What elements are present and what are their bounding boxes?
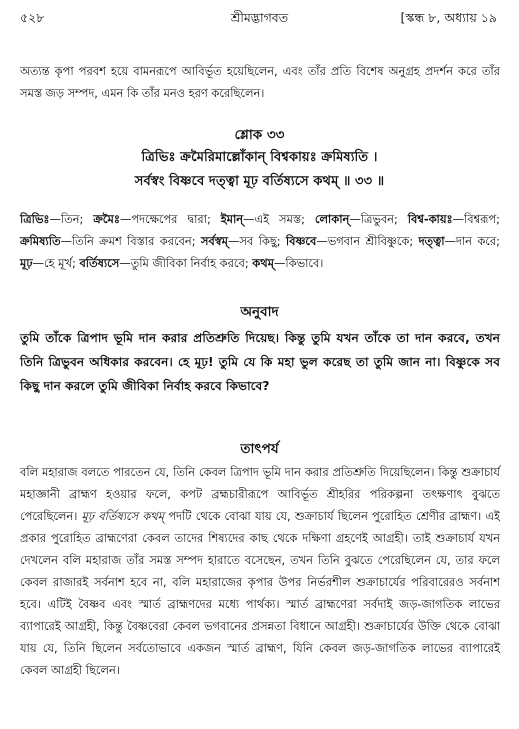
synonym-meaning: —দান করে bbox=[444, 234, 497, 248]
synonym-meaning: —বিশ্বরূপ bbox=[452, 212, 497, 226]
synonym-meaning: —তুমি জীবিকা নির্বাহ করবে bbox=[119, 256, 245, 270]
synonym-entry bbox=[419, 234, 497, 248]
synonym-meaning: —কিভাবে bbox=[273, 256, 320, 270]
synonym-entry bbox=[20, 256, 72, 270]
synonym-meaning: —হে মূর্খ bbox=[32, 256, 72, 270]
synonym-term: ত্রিভিঃ bbox=[20, 212, 50, 226]
sloka-title: শ্লোক ৩৩ bbox=[234, 127, 285, 143]
synonym-term: সর্বস্বম্ bbox=[200, 234, 228, 248]
synonym-entry bbox=[315, 212, 394, 226]
page-number: ৫২৮ bbox=[20, 10, 45, 25]
synonym-meaning: —সব কিছু bbox=[228, 234, 277, 248]
synonym-entry bbox=[286, 234, 409, 248]
synonym-term: দত্ত্বা bbox=[418, 234, 445, 248]
synonym-term: ইমান্ bbox=[220, 212, 244, 226]
synonym-entry bbox=[408, 212, 496, 226]
synonym-entry bbox=[79, 256, 244, 270]
purport-text bbox=[20, 461, 500, 681]
chapter-reference: [স্কন্ধ ৮, অধ্যায় ১৯ bbox=[400, 10, 497, 25]
synonym-term: ক্রমিষ্যতি bbox=[20, 234, 61, 248]
synonyms-paragraph: ত্রিভিঃ—তিন; ক্রমৈঃ—পদক্ষেপের দ্বারা; ইমান্—এই সমস্ত; লোকান্—ত্রিভুবন; বিশ্ব-কায়ঃ—বিশ্বরূপ; ক্রমিষ্যতি—তিনি ক্রমশ বিস্তার করবেন; সর্বস্বম্—সব কিছু; বিষ্ণবে—ভগবান শ্রীবিষ্ণুকে; দত্ত্বা—দান করে; মূঢ়—হে মূর্খ; বর্তিষ্যসে—তুমি জীবিকা নির্বাহ করবে; কথম্—কিভাবে। bbox=[20, 212, 500, 270]
synonym-entry bbox=[221, 212, 301, 226]
translation-title: অনুবাদ bbox=[240, 304, 279, 320]
synonym-term: মূঢ় bbox=[20, 256, 33, 270]
synonym-meaning: —ত্রিভুবন bbox=[349, 212, 394, 226]
synonym-term: বিশ্ব-কায়ঃ bbox=[407, 212, 453, 226]
synonym-meaning: —এই সমস্ত bbox=[243, 212, 302, 226]
sloka-verse bbox=[0, 146, 519, 194]
synonym-term: লোকান্ bbox=[314, 212, 350, 226]
synonym-meaning: —তিন bbox=[49, 212, 80, 226]
synonym-term: কথম্ bbox=[252, 256, 274, 270]
book-title: শ্রীমদ্ভাগবত bbox=[230, 10, 289, 25]
synonym-term: বিষ্ণবে bbox=[285, 234, 317, 248]
purport-quote: মূঢ় বর্তিষ্যসে কথম্ bbox=[81, 509, 165, 523]
synonym-term: ক্রমৈঃ bbox=[93, 212, 120, 226]
purport-text-a: বলি মহারাজ বলতে পারতেন যে, তিনি কেবল ত্রিপাদ ভূমি দান করার প্রতিশ্রুতি দিয়েছিলেন। কিন্তু শুক্রাচার্য মহাজ্ঞানী ব্রাহ্মণ হওয়ার ফলে, কপট ব্রহ্মচারীরূপে আবির্ভূত শ্রীহরির পরিকল্পনা তৎক্ষণাৎ বুঝতে পেরেছিলেন। bbox=[20, 465, 500, 523]
synonym-entry bbox=[93, 212, 207, 226]
purport-text-b: পদটি থেকে বোঝা যায় যে, শুক্রাচার্য ছিলেন পুরোহিত শ্রেণীর ব্রাহ্মণ। এই প্রকার পুরোহিত ব্রাহ্মণেরা কেবল তাদের শিষ্যদের কাছ থেকে দক্ষিণা গ্রহণেই আগ্রহী। তাই শুক্রাচার্য যখন দেখলেন বলি মহারাজ তাঁর সমস্ত সম্পদ হারাতে বসেছেন, তখন তিনি বুঝতে পেরেছিলেন যে, তার ফলে কেবল রাজারই সর্বনাশ হবে না, বলি মহারাজের কৃপার উপর নির্ভরশীল শুক্রাচার্যের পরিবারেরও সর্বনাশ হবে। এটিই বৈষ্ণব এবং স্মার্ত ব্রাহ্মণদের মধ্যে পার্থক্য। স্মার্ত ব্রাহ্মণেরা সর্বদাই জড়-জাগতিক লাভের ব্যাপারেই আগ্রহী, কিন্তু বৈষ্ণবেরা কেবল ভগবানের প্রসন্নতা বিধানে আগ্রহী। শুক্রাচার্যের উক্তি থেকে বোঝা যায় যে, তিনি ছিলেন সর্বতোভাবে একজন স্মার্ত ব্রাহ্মণ, যিনি কেবল জড়-জাগতিক লাভের ব্যাপারেই কেবল আগ্রহী ছিলেন। bbox=[20, 509, 500, 677]
synonym-term: বর্তিষ্যসে bbox=[79, 256, 120, 270]
purport-title: তাৎপর্য bbox=[240, 441, 279, 457]
intro-paragraph: অত্যন্ত কৃপা পরবশ হয়ে বামনরূপে আবির্ভূত হয়েছিলেন, এবং তাঁর প্রতি বিশেষ অনুগ্রহ প্রদর্শন করে তাঁর সমস্ত জড় সম্পদ, এমন কি তাঁর মনও হরণ করেছিলেন। bbox=[20, 64, 500, 100]
translation-text: তুমি তাঁকে ত্রিপাদ ভূমি দান করার প্রতিশ্রুতি দিয়েছ। কিন্তু তুমি যখন তাঁকে তা দান করবে, তখন তিনি ত্রিভুবন অধিকার করবেন। হে মূঢ়! তুমি যে কি মহা ভুল করেছ তা তুমি জান না। বিষ্ণুকে সব কিছু দান করলে তুমি জীবিকা নির্বাহ করবে কিভাবে? bbox=[20, 331, 500, 393]
sloka-line-1: ত্রিভিঃ ক্রমৈরিমাল্লোঁকান্ বিশ্বকায়ঃ ক্রমিষ্যতি । bbox=[141, 150, 378, 165]
synonym-entry bbox=[20, 212, 79, 226]
sloka-line-2: সর্বস্বং বিষ্ণবে দত্ত্বা মূঢ় বর্তিষ্যসে কথম্ ॥ ৩৩ ॥ bbox=[134, 174, 385, 189]
synonym-entry bbox=[201, 234, 277, 248]
synonym-meaning: —তিনি ক্রমশ বিস্তার করবেন bbox=[60, 234, 192, 248]
synonym-meaning: —ভগবান শ্রীবিষ্ণুকে bbox=[316, 234, 410, 248]
synonym-entry bbox=[252, 256, 319, 270]
synonym-entry bbox=[20, 234, 192, 248]
synonym-meaning: —পদক্ষেপের দ্বারা bbox=[119, 212, 207, 226]
